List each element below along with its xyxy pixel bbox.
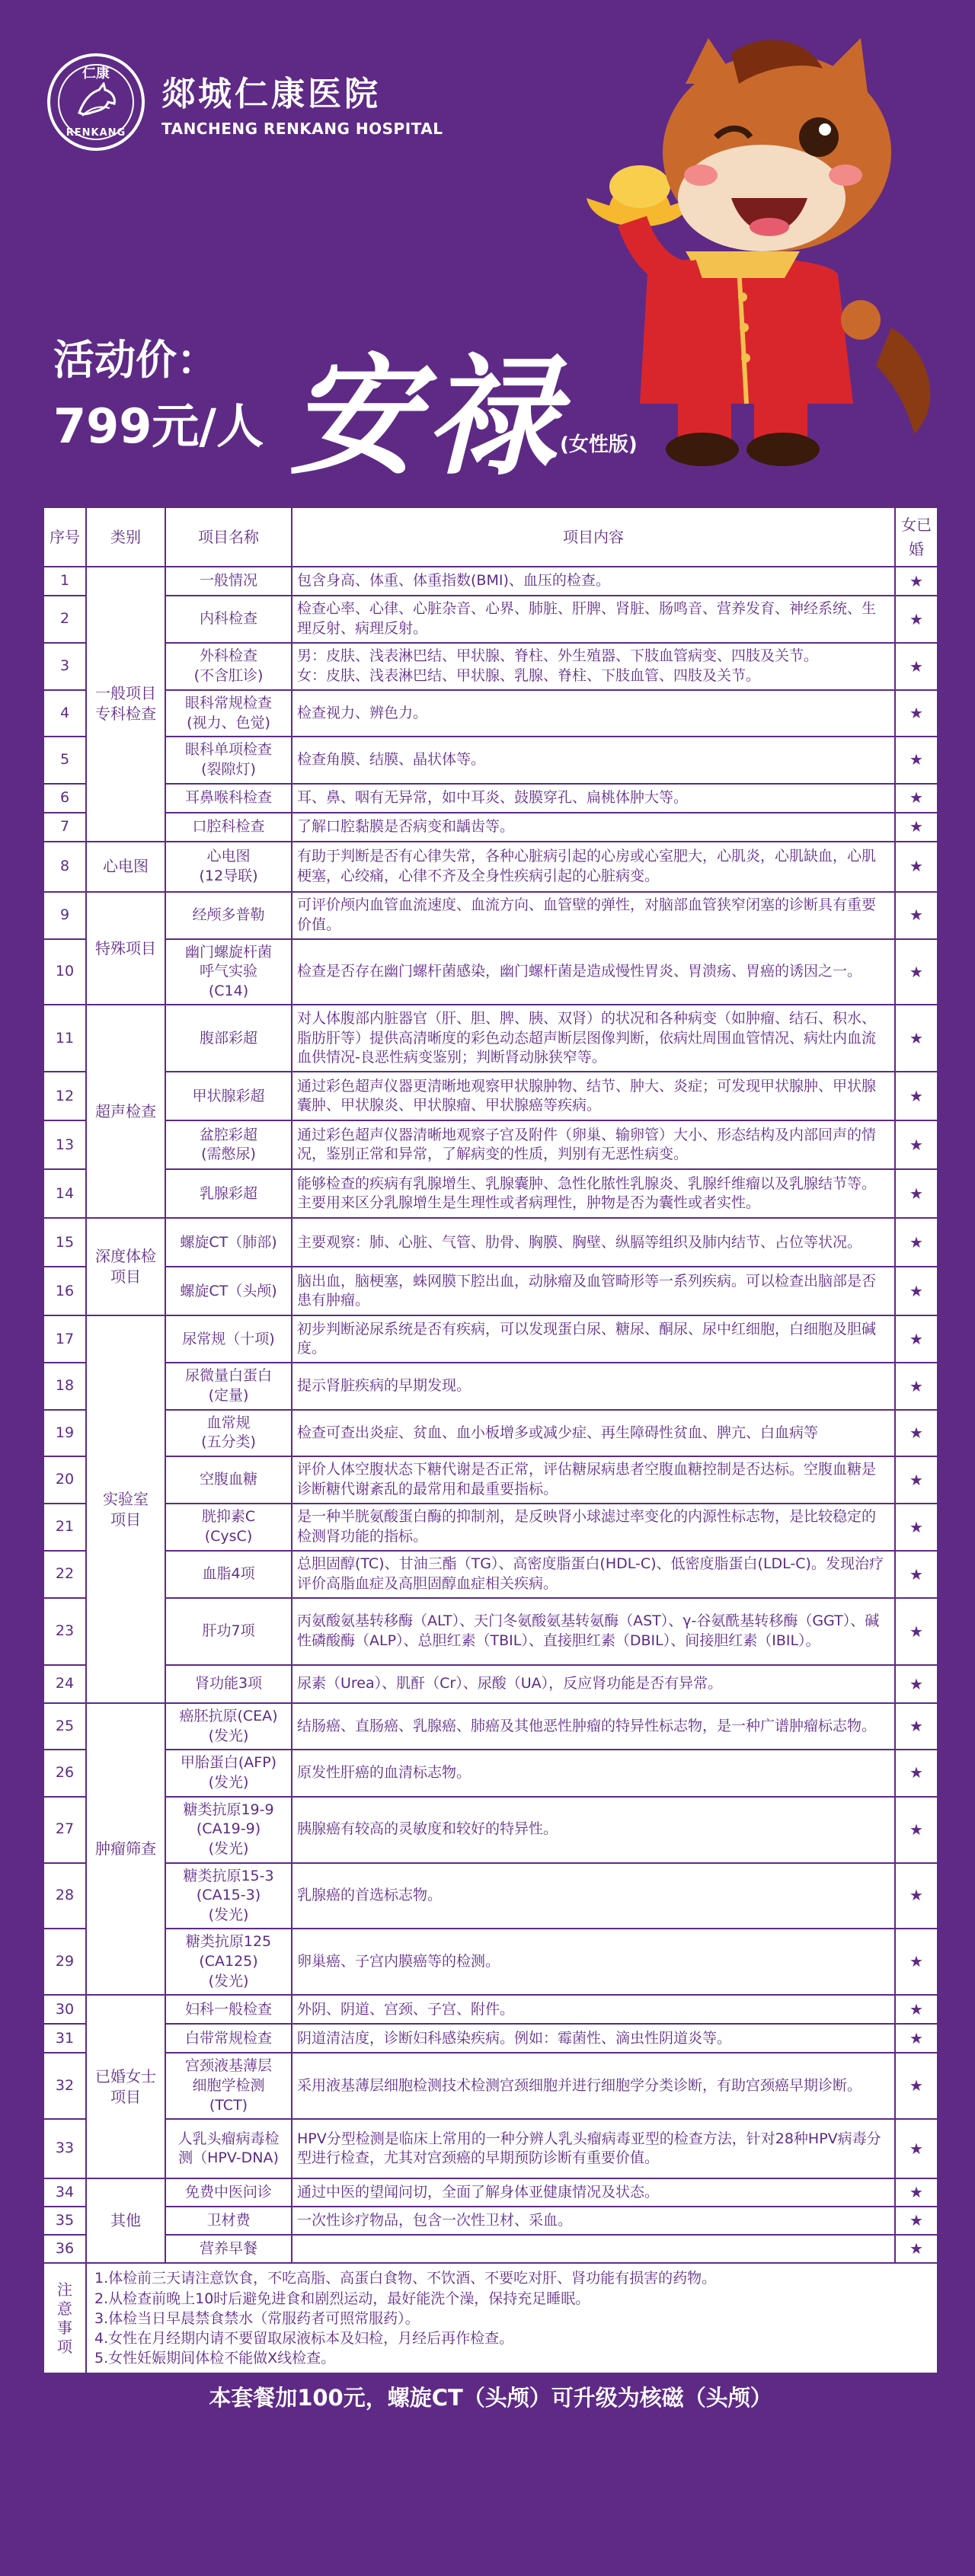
table-row — [43, 813, 938, 842]
row-married-star: ★ — [895, 1863, 938, 1929]
row-number: 25 — [43, 1703, 86, 1750]
row-number: 5 — [43, 737, 86, 783]
row-item-content: 检查心率、心律、心脏杂音、心界、肺脏、肝脾、肾脏、肠鸣音、营养发育、神经系统、生理反射、病理反射。 — [292, 596, 895, 643]
row-number: 35 — [43, 2207, 86, 2235]
row-number: 16 — [43, 1267, 86, 1315]
row-item-name: 癌胚抗原(CEA) (发光) — [165, 1703, 292, 1750]
table-row — [43, 1267, 938, 1315]
table-row — [43, 1120, 938, 1169]
row-item-name: 口腔科检查 — [165, 813, 292, 842]
row-item-content: 提示肾脏疾病的早期发现。 — [292, 1363, 895, 1409]
row-number: 34 — [43, 2178, 86, 2207]
row-married-star: ★ — [895, 1218, 938, 1267]
row-item-name: 胱抑素C (CysC) — [165, 1504, 292, 1551]
row-item-content: 评价人体空腹状态下糖代谢是否正常，评估糖尿病患者空腹血糖控制是否达标。空腹血糖是诊断糖代谢紊乱的最常用和最重要指标。 — [292, 1456, 895, 1504]
row-married-star: ★ — [895, 2119, 938, 2178]
row-number: 14 — [43, 1169, 86, 1218]
row-item-name: 血常规 (五分类) — [165, 1410, 292, 1456]
row-item-content: 检查角膜、结膜、晶状体等。 — [292, 737, 895, 783]
row-item-name: 耳鼻喉科检查 — [165, 784, 292, 813]
package-subtitle: (女性版) — [560, 433, 638, 456]
note-item: 3.体检当日早晨禁食禁水（常服药者可照常服药）。 — [94, 2309, 420, 2327]
row-item-name: 空腹血糖 — [165, 1456, 292, 1504]
row-number: 20 — [43, 1456, 86, 1504]
table-row — [43, 1995, 938, 2024]
table-header-row — [43, 507, 938, 567]
row-married-star: ★ — [895, 784, 938, 813]
row-item-name: 一般情况 — [165, 567, 292, 596]
row-married-star: ★ — [895, 813, 938, 842]
horse-logo-icon — [73, 82, 119, 119]
row-item-content: 胰腺癌有较高的灵敏度和较好的特异性。 — [292, 1797, 895, 1863]
row-married-star: ★ — [895, 1315, 938, 1363]
row-item-name: 甲状腺彩超 — [165, 1072, 292, 1120]
row-item-name: 乳腺彩超 — [165, 1169, 292, 1218]
row-category: 超声检查 — [86, 1005, 165, 1218]
row-category: 肿瘤筛查 — [86, 1703, 165, 1995]
table-row — [43, 2235, 938, 2263]
row-item-name: 糖类抗原15-3 (CA15-3) (发光) — [165, 1863, 292, 1929]
row-married-star: ★ — [895, 2178, 938, 2207]
table-row — [43, 1598, 938, 1665]
row-category: 一般项目 专科检查 — [86, 567, 165, 842]
row-item-name: 甲胎蛋白(AFP) (发光) — [165, 1750, 292, 1796]
table-row — [43, 567, 938, 596]
price-label: 活动价： — [53, 336, 218, 384]
package-name: 安禄 — [289, 340, 564, 493]
row-item-content: 通过彩色超声仪器更清晰地观察甲状腺肿物、结节、肿大、炎症；可发现甲状腺肿、甲状腺囊肿、甲状腺炎、甲状腺瘤、甲状腺癌等疾病。 — [292, 1072, 895, 1120]
row-number: 36 — [43, 2235, 86, 2263]
row-married-star: ★ — [895, 2235, 938, 2263]
row-item-name: 外科检查 (不含肛诊) — [165, 643, 292, 690]
row-item-name: 腹部彩超 — [165, 1005, 292, 1072]
row-number: 3 — [43, 643, 86, 690]
row-married-star: ★ — [895, 1504, 938, 1551]
row-number: 28 — [43, 1863, 86, 1929]
row-married-star: ★ — [895, 567, 938, 596]
header-no: 序号 — [43, 507, 86, 567]
header-item-content: 项目内容 — [292, 507, 895, 567]
row-number: 12 — [43, 1072, 86, 1120]
horse-mascot-illustration — [533, 23, 960, 480]
row-item-content: 脑出血，脑梗塞，蛛网膜下腔出血，动脉瘤及血管畸形等一系列疾病。可以检查出脑部是否患有肿瘤。 — [292, 1267, 895, 1315]
row-number: 30 — [43, 1995, 86, 2024]
table-row — [43, 643, 938, 690]
row-number: 19 — [43, 1410, 86, 1456]
row-item-content: 卵巢癌、子宫内膜癌等的检测。 — [292, 1929, 895, 1995]
table-row — [43, 2178, 938, 2207]
row-item-content: 是一种半胱氨酸蛋白酶的抑制剂，是反映肾小球滤过率变化的内源性标志物，是比较稳定的检测肾功能的指标。 — [292, 1504, 895, 1551]
table-row — [43, 1072, 938, 1120]
price-value: 799元/人 — [53, 398, 264, 454]
row-item-name: 肾功能3项 — [165, 1665, 292, 1703]
table-row — [43, 2119, 938, 2178]
row-married-star: ★ — [895, 892, 938, 939]
table-row — [43, 1218, 938, 1267]
row-item-name: 心电图 (12导联) — [165, 842, 292, 892]
hospital-name-cn: 郯城仁康医院 — [161, 75, 381, 113]
notes-row — [43, 2263, 938, 2373]
row-married-star: ★ — [895, 1169, 938, 1218]
table-row — [43, 1410, 938, 1456]
row-number: 1 — [43, 567, 86, 596]
table-row — [43, 1863, 938, 1929]
table-row — [43, 737, 938, 783]
row-married-star: ★ — [895, 596, 938, 643]
table-row — [43, 2053, 938, 2119]
table-row — [43, 1315, 938, 1363]
row-item-content: 采用液基薄层细胞检测技术检测宫颈细胞并进行细胞学分类诊断，有助宫颈癌早期诊断。 — [292, 2053, 895, 2119]
row-item-content: 检查是否存在幽门螺杆菌感染，幽门螺杆菌是造成慢性胃炎、胃溃疡、胃癌的诱因之一。 — [292, 939, 895, 1005]
table-row — [43, 1005, 938, 1072]
hospital-logo-block — [47, 53, 443, 151]
row-item-content: 阴道清洁度，诊断妇科感染疾病。例如：霉菌性、滴虫性阴道炎等。 — [292, 2024, 895, 2053]
row-item-content: 能够检查的疾病有乳腺增生、乳腺囊肿、急性化脓性乳腺炎、乳腺纤维瘤以及乳腺结节等。主要用来区分乳腺增生是生理性或者病理性，肿物是否为囊性或者实性。 — [292, 1169, 895, 1218]
row-married-star: ★ — [895, 1410, 938, 1456]
row-item-name: 营养早餐 — [165, 2235, 292, 2263]
row-item-name: 尿微量白蛋白 (定量) — [165, 1363, 292, 1409]
row-number: 9 — [43, 892, 86, 939]
row-number: 21 — [43, 1504, 86, 1551]
hospital-logo — [47, 53, 145, 151]
row-item-name: 肝功7项 — [165, 1598, 292, 1665]
row-married-star: ★ — [895, 1072, 938, 1120]
row-item-name: 经颅多普勒 — [165, 892, 292, 939]
logo-top-text: 仁康 — [82, 66, 110, 81]
row-item-content: 有助于判断是否有心律失常，各种心脏病引起的心房或心室肥大，心肌炎，心肌缺血，心肌梗塞，心绞痛，心律不齐及全身性疾病引起的心脏病变。 — [292, 842, 895, 892]
table-row — [43, 1797, 938, 1863]
table-row — [43, 1363, 938, 1409]
row-item-name: 糖类抗原125 (CA125) (发光) — [165, 1929, 292, 1995]
table-row — [43, 1504, 938, 1551]
table-row — [43, 1456, 938, 1504]
row-married-star: ★ — [895, 842, 938, 892]
logo-bottom-text: RENKANG — [66, 127, 126, 139]
row-married-star: ★ — [895, 1703, 938, 1750]
row-married-star: ★ — [895, 1363, 938, 1409]
row-item-content: 一次性诊疗物品，包含一次性卫材、采血。 — [292, 2207, 895, 2235]
table-row — [43, 690, 938, 737]
row-married-star: ★ — [895, 1995, 938, 2024]
table-row — [43, 1929, 938, 1995]
table-row — [43, 842, 938, 892]
row-number: 22 — [43, 1551, 86, 1598]
row-married-star: ★ — [895, 939, 938, 1005]
table-row — [43, 892, 938, 939]
row-item-content: 通过彩色超声仪器清晰地观察子宫及附件（卵巢、输卵管）大小、形态结构及内部回声的情况，鉴别正常和异常，了解病变的性质，判别有无恶性病变。 — [292, 1120, 895, 1169]
row-item-content: 丙氨酸氨基转移酶（ALT）、天门冬氨酸氨基转氨酶（AST）、γ-谷氨酰基转移酶（GGT）、碱性磷酸酶（ALP）、总胆红素（TBIL）、直接胆红素（DBIL）、间接胆红素（IBIL）。 — [292, 1598, 895, 1665]
row-category: 心电图 — [86, 842, 165, 892]
table-row — [43, 1750, 938, 1796]
row-item-name: 血脂4项 — [165, 1551, 292, 1598]
row-married-star: ★ — [895, 1929, 938, 1995]
row-item-name: 人乳头瘤病毒检 测（HPV-DNA) — [165, 2119, 292, 2178]
notes-label: 注 意 事 项 — [43, 2263, 86, 2373]
row-number: 27 — [43, 1797, 86, 1863]
row-category: 已婚女士 项目 — [86, 1995, 165, 2178]
row-item-content: 主要观察：肺、心脏、气管、肋骨、胸膜、胸壁、纵膈等组织及肺内结节、占位等状况。 — [292, 1218, 895, 1267]
row-married-star: ★ — [895, 690, 938, 737]
checkup-table — [43, 507, 938, 2423]
row-married-star: ★ — [895, 1267, 938, 1315]
row-number: 31 — [43, 2024, 86, 2053]
table-row — [43, 1665, 938, 1703]
row-item-content: 外阴、阴道、宫颈、子宫、附件。 — [292, 1995, 895, 2024]
row-item-name: 妇科一般检查 — [165, 1995, 292, 2024]
row-item-name: 盆腔彩超 (需憋尿) — [165, 1120, 292, 1169]
row-number: 26 — [43, 1750, 86, 1796]
row-item-name: 宫颈液基薄层 细胞学检测 (TCT) — [165, 2053, 292, 2119]
row-number: 11 — [43, 1005, 86, 1072]
row-number: 32 — [43, 2053, 86, 2119]
row-number: 10 — [43, 939, 86, 1005]
row-item-content: 乳腺癌的首选标志物。 — [292, 1863, 895, 1929]
row-category: 深度体检 项目 — [86, 1218, 165, 1315]
row-item-content: 尿素（Urea）、肌酐（Cr）、尿酸（UA），反应肾功能是否有异常。 — [292, 1665, 895, 1703]
row-item-name: 螺旋CT（肺部) — [165, 1218, 292, 1267]
row-category: 其他 — [86, 2178, 165, 2263]
row-married-star: ★ — [895, 643, 938, 690]
row-number: 17 — [43, 1315, 86, 1363]
table-row — [43, 2207, 938, 2235]
row-married-star: ★ — [895, 1665, 938, 1703]
row-number: 2 — [43, 596, 86, 643]
row-item-content: 可评价颅内血管血流速度、血流方向、血管壁的弹性，对脑部血管狭窄闭塞的诊断具有重要价值。 — [292, 892, 895, 939]
row-number: 13 — [43, 1120, 86, 1169]
row-item-name: 眼科单项检查 (裂隙灯) — [165, 737, 292, 783]
row-number: 23 — [43, 1598, 86, 1665]
row-number: 7 — [43, 813, 86, 842]
row-item-name: 卫材费 — [165, 2207, 292, 2235]
row-item-content: 结肠癌、直肠癌、乳腺癌、肺癌及其他恶性肿瘤的特异性标志物，是一种广谱肿瘤标志物。 — [292, 1703, 895, 1750]
header-category: 类别 — [86, 507, 165, 567]
row-item-content — [292, 2235, 895, 2263]
row-married-star: ★ — [895, 2053, 938, 2119]
row-item-content: 耳、鼻、咽有无异常，如中耳炎、鼓膜穿孔、扁桃体肿大等。 — [292, 784, 895, 813]
row-item-content: 通过中医的望闻问切，全面了解身体亚健康情况及状态。 — [292, 2178, 895, 2207]
row-item-content: 原发性肝癌的血清标志物。 — [292, 1750, 895, 1796]
row-married-star: ★ — [895, 1750, 938, 1796]
row-number: 29 — [43, 1929, 86, 1995]
row-category: 实验室 项目 — [86, 1315, 165, 1703]
row-item-name: 免费中医问诊 — [165, 2178, 292, 2207]
row-category: 特殊项目 — [86, 892, 165, 1005]
row-item-content: 包含身高、体重、体重指数(BMI)、血压的检查。 — [292, 567, 895, 596]
row-married-star: ★ — [895, 1797, 938, 1863]
note-item: 5.女性妊娠期间体检不能做X线检查。 — [94, 2350, 336, 2367]
row-item-content: 了解口腔黏膜是否病变和龋齿等。 — [292, 813, 895, 842]
table-row — [43, 939, 938, 1005]
row-item-content: HPV分型检测是临床上常用的一种分辨人乳头瘤病毒亚型的检查方法，针对28种HPV病毒分型进行检查，尤其对宫颈癌的早期预防诊断有重要价值。 — [292, 2119, 895, 2178]
row-item-name: 内科检查 — [165, 596, 292, 643]
row-number: 24 — [43, 1665, 86, 1703]
row-married-star: ★ — [895, 2024, 938, 2053]
table-row — [43, 1703, 938, 1750]
row-item-content: 男：皮肤、浅表淋巴结、甲状腺、脊柱、外生殖器、下肢血管病变、四肢及关节。 女：皮肤、浅表淋巴结、甲状腺、乳腺、脊柱、下肢血管、四肢及关节。 — [292, 643, 895, 690]
row-item-content: 总胆固醇(TC)、甘油三酯（TG）、高密度脂蛋白(HDL-C)、低密度脂蛋白(LDL-C)。发现治疗评价高脂血症及高胆固醇血症相关疾病。 — [292, 1551, 895, 1598]
row-married-star: ★ — [895, 1551, 938, 1598]
table-row — [43, 1169, 938, 1218]
row-item-content: 检查可查出炎症、贫血、血小板增多或减少症、再生障碍性贫血、脾亢、白血病等 — [292, 1410, 895, 1456]
hospital-name-en: TANCHENG RENKANG HOSPITAL — [161, 120, 443, 138]
note-item: 1.体检前三天请注意饮食，不吃高脂、高蛋白食物、不饮酒、不要吃对肝、肾功能有损害的药物。 — [94, 2270, 717, 2287]
row-married-star: ★ — [895, 1598, 938, 1665]
row-number: 4 — [43, 690, 86, 737]
header-item-name: 项目名称 — [165, 507, 292, 567]
row-item-name: 眼科常规检查 (视力、色觉) — [165, 690, 292, 737]
row-married-star: ★ — [895, 1120, 938, 1169]
row-item-name: 白带常规检查 — [165, 2024, 292, 2053]
note-item: 2.从检查前晚上10时后避免进食和剧烈运动，最好能洗个澡，保持充足睡眠。 — [94, 2290, 590, 2307]
upgrade-footer-text: 本套餐加100元，螺旋CT（头颅）可升级为核磁（头颅） — [43, 2373, 938, 2422]
table-row — [43, 2024, 938, 2053]
row-item-content: 对人体腹部内脏器官（肝、胆、脾、胰、双肾）的状况和各种病变（如肿瘤、结石、积水、脂肪肝等）提供高清晰度的彩色动态超声断层图像判断，依病灶周围血管情况、病灶内血流血供情况-良恶性病变鉴别；判断肾动脉狭窄等。 — [292, 1005, 895, 1072]
table-row — [43, 784, 938, 813]
table-row — [43, 596, 938, 643]
row-item-content: 检查视力、辨色力。 — [292, 690, 895, 737]
row-item-content: 初步判断泌尿系统是否有疾病，可以发现蛋白尿、糖尿、酮尿、尿中红细胞，白细胞及胆碱度。 — [292, 1315, 895, 1363]
upgrade-footer-row — [43, 2373, 938, 2422]
row-number: 6 — [43, 784, 86, 813]
notes-list — [86, 2263, 938, 2373]
row-number: 15 — [43, 1218, 86, 1267]
row-item-name: 螺旋CT（头颅) — [165, 1267, 292, 1315]
row-number: 33 — [43, 2119, 86, 2178]
row-married-star: ★ — [895, 737, 938, 783]
row-item-name: 幽门螺旋杆菌 呼气实验 (C14) — [165, 939, 292, 1005]
row-item-name: 尿常规（十项) — [165, 1315, 292, 1363]
row-number: 8 — [43, 842, 86, 892]
row-married-star: ★ — [895, 1005, 938, 1072]
row-number: 18 — [43, 1363, 86, 1409]
row-married-star: ★ — [895, 1456, 938, 1504]
header-married-female: 女已婚 — [895, 507, 938, 567]
row-item-name: 糖类抗原19-9 (CA19-9) (发光) — [165, 1797, 292, 1863]
note-item: 4.女性在月经期内请不要留取尿液标本及妇检，月经后再作检查。 — [94, 2329, 514, 2347]
row-married-star: ★ — [895, 2207, 938, 2235]
table-row — [43, 1551, 938, 1598]
